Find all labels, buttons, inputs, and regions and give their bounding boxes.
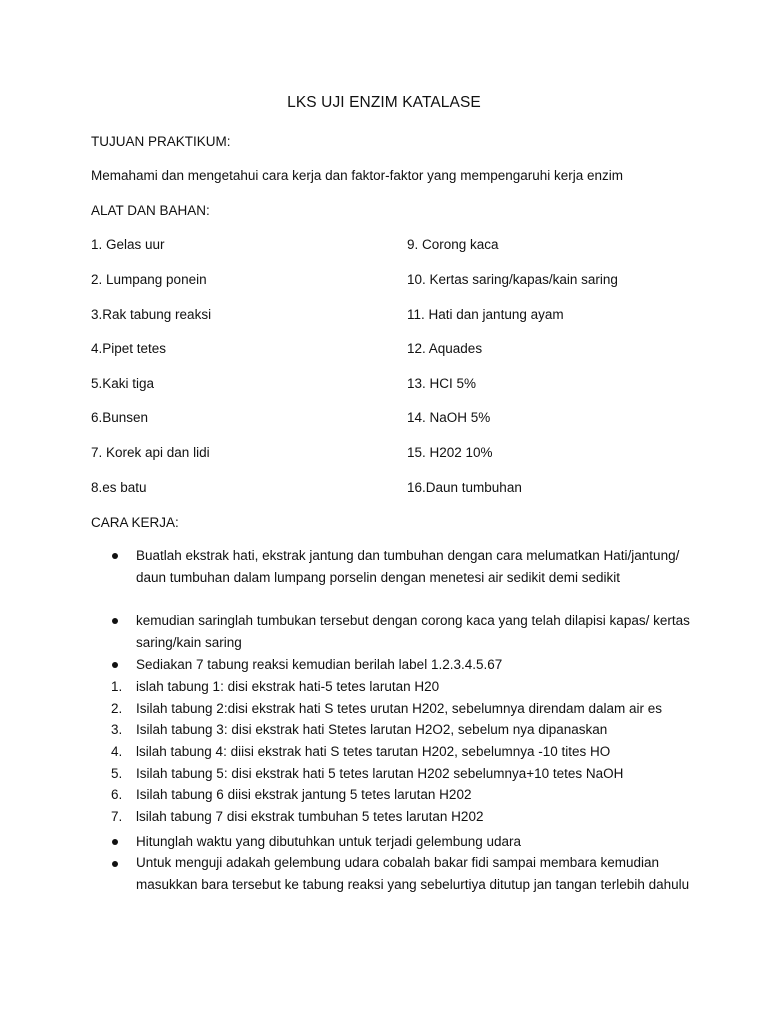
bullet-icon <box>112 839 118 845</box>
procedure-step: islah tabung 1: disi ekstrak hati-5 tetes larutan H20 <box>136 679 440 694</box>
procedure-bullet: Buatlah ekstrak hati, ekstrak jantung dan tumbuhan dengan cara melumatkan Hati/jantung/ daun tumbuhan dalam lumpang porselin dengan menetesi air sedikit demi sedikit <box>136 548 680 585</box>
alat-heading: ALAT DAN BAHAN: <box>91 203 210 218</box>
tujuan-heading: TUJUAN PRAKTIKUM: <box>91 134 231 149</box>
procedure-step: lsilah tabung 7 disi ekstrak tumbuhan 5 tetes larutan H202 <box>136 809 484 824</box>
bullet-icon <box>112 861 118 867</box>
material-item: 4.Pipet tetes <box>91 341 167 356</box>
material-item: 16.Daun tumbuhan <box>407 480 522 495</box>
material-item: 12. Aquades <box>407 341 483 356</box>
step-number: 6. <box>111 787 123 802</box>
procedure-step: Isilah tabung 5: disi ekstrak hati 5 tetes larutan H202 sebelumnya+10 tetes NaOH <box>136 766 624 781</box>
step-number: 7. <box>111 809 123 824</box>
step-number: 2. <box>111 701 123 716</box>
material-item: 1. Gelas uur <box>91 237 165 252</box>
step-number: 1. <box>111 679 123 694</box>
material-item: 6.Bunsen <box>91 410 149 425</box>
procedure-bullet: Untuk menguji adakah gelembung udara cobalah bakar fidi sampai membara kemudian masukkan bara tersebut ke tabung reaksi yang sebelurtiya ditutup jan tangan terlebih dahulu <box>136 855 690 892</box>
bullet-icon <box>112 553 118 559</box>
material-item: 14. NaOH 5% <box>407 410 491 425</box>
document-title: LKS UJI ENZIM KATALASE <box>287 94 481 111</box>
material-item: 5.Kaki tiga <box>91 376 155 391</box>
material-item: 9. Corong kaca <box>407 237 499 252</box>
bullet-icon <box>112 618 118 624</box>
material-item: 15. H202 10% <box>407 445 493 460</box>
procedure-step: Isilah tabung 2:disi ekstrak hati S tetes urutan H202, sebelumnya direndam dalam air es <box>136 701 663 716</box>
tujuan-text: Memahami dan mengetahui cara kerja dan faktor-faktor yang mempengaruhi kerja enzim <box>91 168 624 183</box>
material-item: 10. Kertas saring/kapas/kain saring <box>407 272 618 287</box>
procedure-step: Isilah tabung 6 diisi ekstrak jantung 5 tetes larutan H202 <box>136 787 472 802</box>
material-item: 3.Rak tabung reaksi <box>91 307 212 322</box>
procedure-step: lsilah tabung 4: diisi ekstrak hati S tetes tarutan H202, sebelumnya -10 tites HO <box>136 744 611 759</box>
material-item: 8.es batu <box>91 480 147 495</box>
bullet-icon <box>112 662 118 668</box>
step-number: 5. <box>111 766 123 781</box>
procedure-bullet: kemudian saringlah tumbukan tersebut dengan corong kaca yang telah dilapisi kapas/ kertas saring/kain saring <box>136 613 690 650</box>
material-item: 2. Lumpang ponein <box>91 272 207 287</box>
material-item: 11. Hati dan jantung ayam <box>407 307 564 322</box>
step-number: 3. <box>111 722 123 737</box>
procedure-step: Isilah tabung 3: disi ekstrak hati Stetes larutan H2O2, sebelum nya dipanaskan <box>136 722 608 737</box>
cara-heading: CARA KERJA: <box>91 515 179 530</box>
step-number: 4. <box>111 744 123 759</box>
material-item: 7. Korek api dan lidi <box>91 445 210 460</box>
procedure-bullet: Hitunglah waktu yang dibutuhkan untuk terjadi gelembung udara <box>136 834 522 849</box>
material-item: 13. HCI 5% <box>407 376 477 391</box>
procedure-bullet: Sediakan 7 tabung reaksi kemudian berilah label 1.2.3.4.5.67 <box>136 657 503 672</box>
